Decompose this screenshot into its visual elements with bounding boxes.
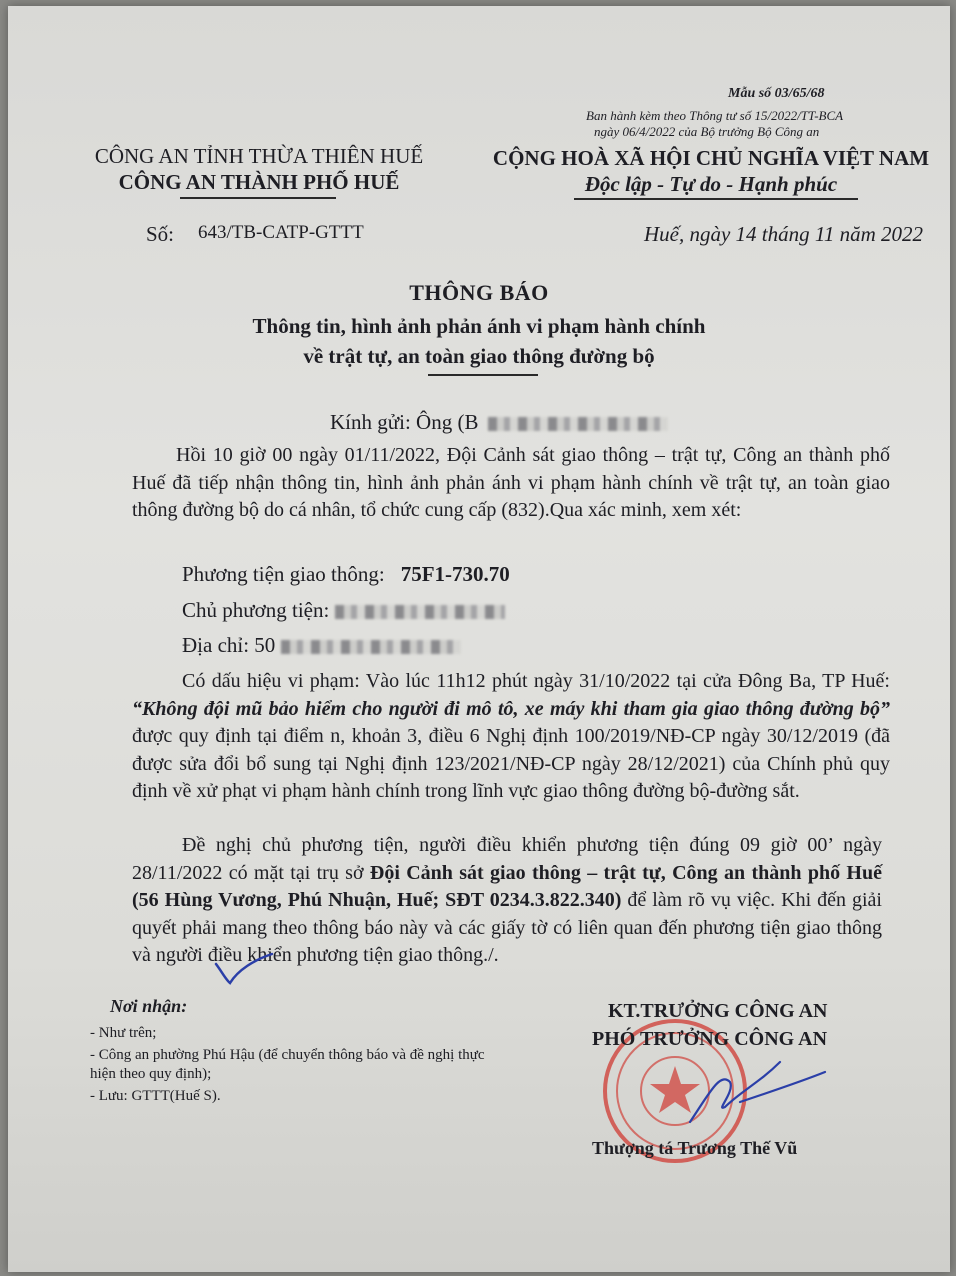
parent-agency: CÔNG AN TỈNH THỪA THIÊN HUẾ [94, 144, 424, 168]
address-label: Địa chỉ: 50 [182, 633, 276, 657]
violation-rest: được quy định tại điểm n, khoản 3, điều 6 Nghị định 100/2019/NĐ-CP ngày 30/12/2019 (đã được sửa đổi bổ sung tại Nghị định 123/2021/NĐ-CP ngày 28/12/2021) của Chính phủ quy định về xử phạt vi phạm hành chính trong lĩnh vực giao thông đường bộ-đường sắt. [132, 725, 890, 802]
document-date: Huế, ngày 14 tháng 11 năm 2022 [644, 222, 923, 246]
recipient-item: - Công an phường Phú Hậu (để chuyển thông báo và đề nghị thực hiện theo quy định); [90, 1047, 485, 1082]
request-part2: để làm rõ vụ việc. Khi đến giải quyết phải mang theo thông báo này và các giấy tờ có liên quan đến phương tiện giao thông và người điều khiển phương tiện giao thông./. [132, 889, 882, 966]
document-number: 643/TB-CATP-GTTT [198, 222, 364, 243]
national-motto: Độc lập - Tự do - Hạnh phúc [584, 172, 838, 196]
redacted-owner [335, 605, 505, 619]
document-title: THÔNG BÁO [409, 280, 549, 305]
document-subtitle-2: về trật tự, an toàn giao thông đường bộ [303, 344, 655, 368]
owner-field [182, 598, 505, 623]
request-paragraph [132, 832, 882, 970]
owner-label: Chủ phương tiện: [182, 598, 330, 622]
redacted-address [281, 640, 461, 654]
violation-paragraph [132, 668, 890, 806]
recipients-title: Nơi nhận: [110, 996, 188, 1016]
handwritten-signature [680, 1052, 830, 1132]
form-issuance-line: Ban hành kèm theo Thông tư số 15/2022/TT-BCA [586, 108, 844, 123]
recipient-item: - Như trên; [90, 1025, 157, 1041]
redacted-name [488, 417, 668, 431]
national-title: CỘNG HOÀ XÃ HỘI CHỦ NGHĨA VIỆT NAM [492, 146, 930, 170]
vehicle-field [182, 562, 510, 587]
vehicle-label: Phương tiện giao thông: [182, 562, 385, 586]
document-subtitle-1: Thông tin, hình ảnh phản ánh vi phạm hành chính [252, 314, 706, 338]
address-field [182, 633, 461, 658]
signer-title-2: PHÓ TRƯỞNG CÔNG AN [592, 1028, 828, 1050]
addressee-text: Kính gửi: Ông (B [330, 410, 479, 434]
request-bold: Đội Cảnh sát giao thông – trật tự, Công an thành phố Huế (56 Hùng Vương, Phú Nhuận, Huế; SĐT 0234.3.822.340) [132, 861, 882, 911]
intro-paragraph [132, 442, 890, 525]
violation-quote: “Không đội mũ bảo hiểm cho người đi mô tô, xe máy khi tham gia giao thông đường bộ” [132, 697, 890, 720]
signer-name: Thượng tá Trương Thế Vũ [592, 1138, 798, 1158]
addressee [330, 410, 668, 435]
issuing-agency: CÔNG AN THÀNH PHỐ HUẾ [118, 170, 400, 194]
recipient-item: - Lưu: GTTT(Huế S). [90, 1088, 221, 1104]
signer-title-1: KT.TRƯỞNG CÔNG AN [608, 1000, 828, 1022]
violation-lead: Có dấu hiệu vi phạm: Vào lúc 11h12 phút ngày 31/10/2022 tại cửa Đông Ba, TP Huế: [182, 670, 890, 692]
document-page [8, 6, 950, 1272]
agency-underline [180, 197, 336, 199]
form-number: Mẫu số 03/65/68 [728, 86, 825, 101]
vehicle-plate: 75F1-730.70 [400, 562, 510, 586]
motto-underline [574, 198, 858, 200]
subtitle-underline [428, 374, 538, 376]
check-mark-icon [214, 950, 274, 986]
form-issuance-date: ngày 06/4/2022 của Bộ trưởng Bộ Công an [594, 124, 820, 139]
document-number-label: Số: [146, 222, 175, 246]
intro-text: Hồi 10 giờ 00 ngày 01/11/2022, Đội Cảnh sát giao thông – trật tự, Công an thành phố Huế đã tiếp nhận thông tin, hình ảnh phản ánh vi phạm hành chính về trật tự, an toàn giao thông đường bộ do cá nhân, tổ chức cung cấp (832).Qua xác minh, xem xét: [132, 444, 890, 521]
request-part1: Đề nghị chủ phương tiện, người điều khiển phương tiện đúng 09 giờ 00’ ngày 28/11/2022 có mặt tại trụ sở [132, 834, 882, 884]
